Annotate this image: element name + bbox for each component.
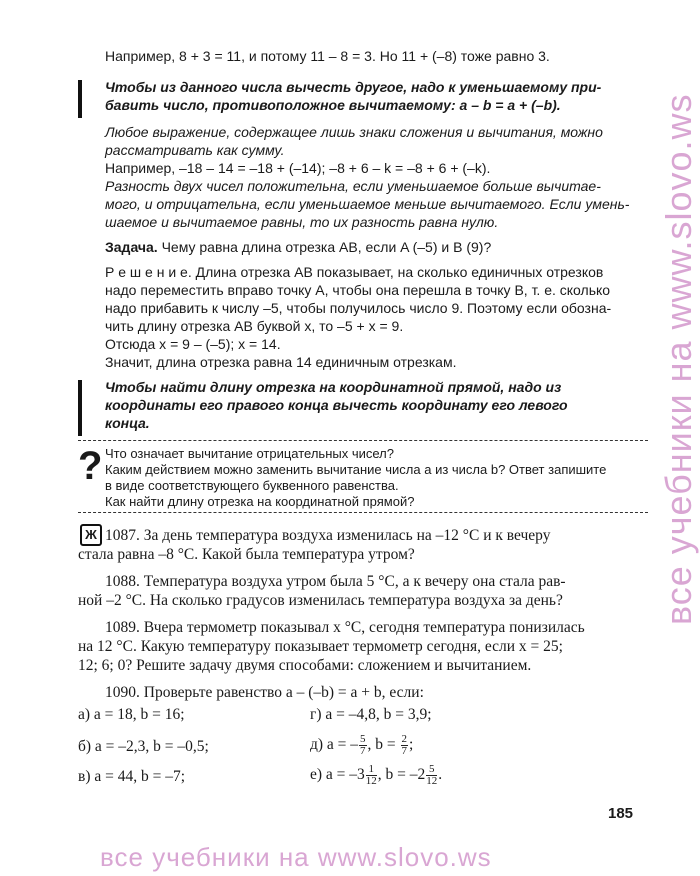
solution-line: надо переместить вправо точку A, чтобы она перешла в точку B, т. е. сколько	[105, 282, 611, 298]
problem-1089-line: 12; 6; 0? Решите задачу двумя способами: сложением и вычитанием.	[78, 657, 532, 674]
problem-1087-line: 1087. За день температура воздуха изменилась на –12 °С и к вечеру	[105, 527, 551, 544]
example-line: Например, 8 + 3 = 11, и потому 11 – 8 = 3. Но 11 + (–8) тоже равно 3.	[105, 48, 550, 64]
solution-line: надо прибавить к числу –5, чтобы получилось число 9. Поэтому если обозна-	[105, 300, 612, 316]
problem-1089-line: 1089. Вчера термометр показывал x °С, сегодня температура понизилась	[105, 619, 585, 636]
book-icon: Ж	[80, 524, 102, 546]
option-d: д) a = – $\frac{5}{7}$ , b = $\frac{2}{7}$ ;	[310, 732, 414, 757]
problem-1089-line: на 12 °С. Какую температуру показывает термометр сегодня, если x = 25;	[78, 638, 563, 655]
watermark-bottom: все учебники на www.slovo.ws	[100, 842, 492, 872]
rule-line-3: конца.	[105, 415, 150, 431]
question-line: Каким действием можно заменить вычитание числа a из числа b? Ответ запишите	[105, 462, 607, 477]
option-a: а) a = 18, b = 16;	[78, 706, 185, 723]
task-text: Чему равна длина отрезка AB, если A (–5) и B (9)?	[157, 239, 492, 255]
rule-line-2: бавить число, противоположное вычитаемому: a – b = a + (–b).	[105, 97, 561, 113]
text-line: Разность двух чисел положительна, если уменьшаемое больше вычитае-	[105, 178, 601, 194]
option-v: в) a = 44, b = –7;	[78, 768, 186, 785]
problem-1088-line: 1088. Температура воздуха утром была 5 °С, а к вечеру она стала рав-	[105, 573, 566, 590]
rule-bar	[78, 380, 82, 436]
option-b: б) a = –2,3, b = –0,5;	[78, 738, 209, 755]
fraction: $\frac{5}{12}$	[426, 762, 438, 787]
text-line: Например, –18 – 14 = –18 + (–14); –8 + 6 – k = –8 + 6 + (–k).	[105, 160, 491, 176]
rule-line-1: Чтобы найти длину отрезка на координатной прямой, надо из	[105, 379, 562, 395]
solution-line: Р е ш е н и е. Длина отрезка AB показывает, на сколько единичных отрезков	[105, 264, 604, 280]
divider	[78, 512, 648, 513]
task-label: Задача.	[105, 239, 158, 255]
problem-1090-line: 1090. Проверьте равенство a – (–b) = a + b, если:	[105, 684, 424, 701]
problem-1087-line: стала равна –8 °С. Какой была температура утром?	[78, 546, 415, 563]
text-line: мого, и отрицательна, если уменьшаемое меньше вычитаемого. Если умень-	[105, 196, 630, 212]
page-number: 185	[608, 805, 634, 822]
fraction: $\frac{2}{7}$	[401, 732, 408, 757]
rule-line-2: координаты его правого конца вычесть координату его левого	[105, 397, 568, 413]
fraction: $\frac{5}{7}$	[360, 732, 366, 757]
solution-line: чить длину отрезка AB буквой x, то –5 + x = 9.	[105, 318, 404, 334]
text-line: шаемое и вычитаемое равны, то их разность равна нулю.	[105, 214, 499, 230]
solution-line: Значит, длина отрезка равна 14 единичным отрезкам.	[105, 354, 457, 370]
watermark-vertical: все учебники на www.slovo.ws	[658, 93, 699, 625]
question-line: Что означает вычитание отрицательных чисел?	[105, 446, 394, 461]
divider	[78, 440, 648, 441]
fraction: $\frac{1}{12}$	[365, 762, 377, 787]
text-line: Любое выражение, содержащее лишь знаки сложения и вычитания, можно	[105, 124, 603, 140]
task-line	[105, 239, 645, 256]
problem-1088-line: ной –2 °С. На сколько градусов изменилась температура воздуха за день?	[78, 592, 563, 609]
question-line: в виде соответствующего буквенного равенства.	[105, 478, 399, 493]
rule-line-1: Чтобы из данного числа вычесть другое, надо к уменьшаемому при-	[105, 79, 602, 95]
question-line: Как найти длину отрезка на координатной прямой?	[105, 494, 415, 509]
solution-line: Отсюда x = 9 – (–5); x = 14.	[105, 336, 281, 352]
text-line: рассматривать как сумму.	[105, 142, 285, 158]
option-e: е) a = –3 $\frac{1}{12}$ , b = –2 $\frac{5}{12}$ .	[310, 762, 443, 787]
question-mark-icon: ?	[78, 444, 103, 488]
rule-bar	[78, 80, 82, 118]
option-g: г) a = –4,8, b = 3,9;	[310, 706, 432, 723]
